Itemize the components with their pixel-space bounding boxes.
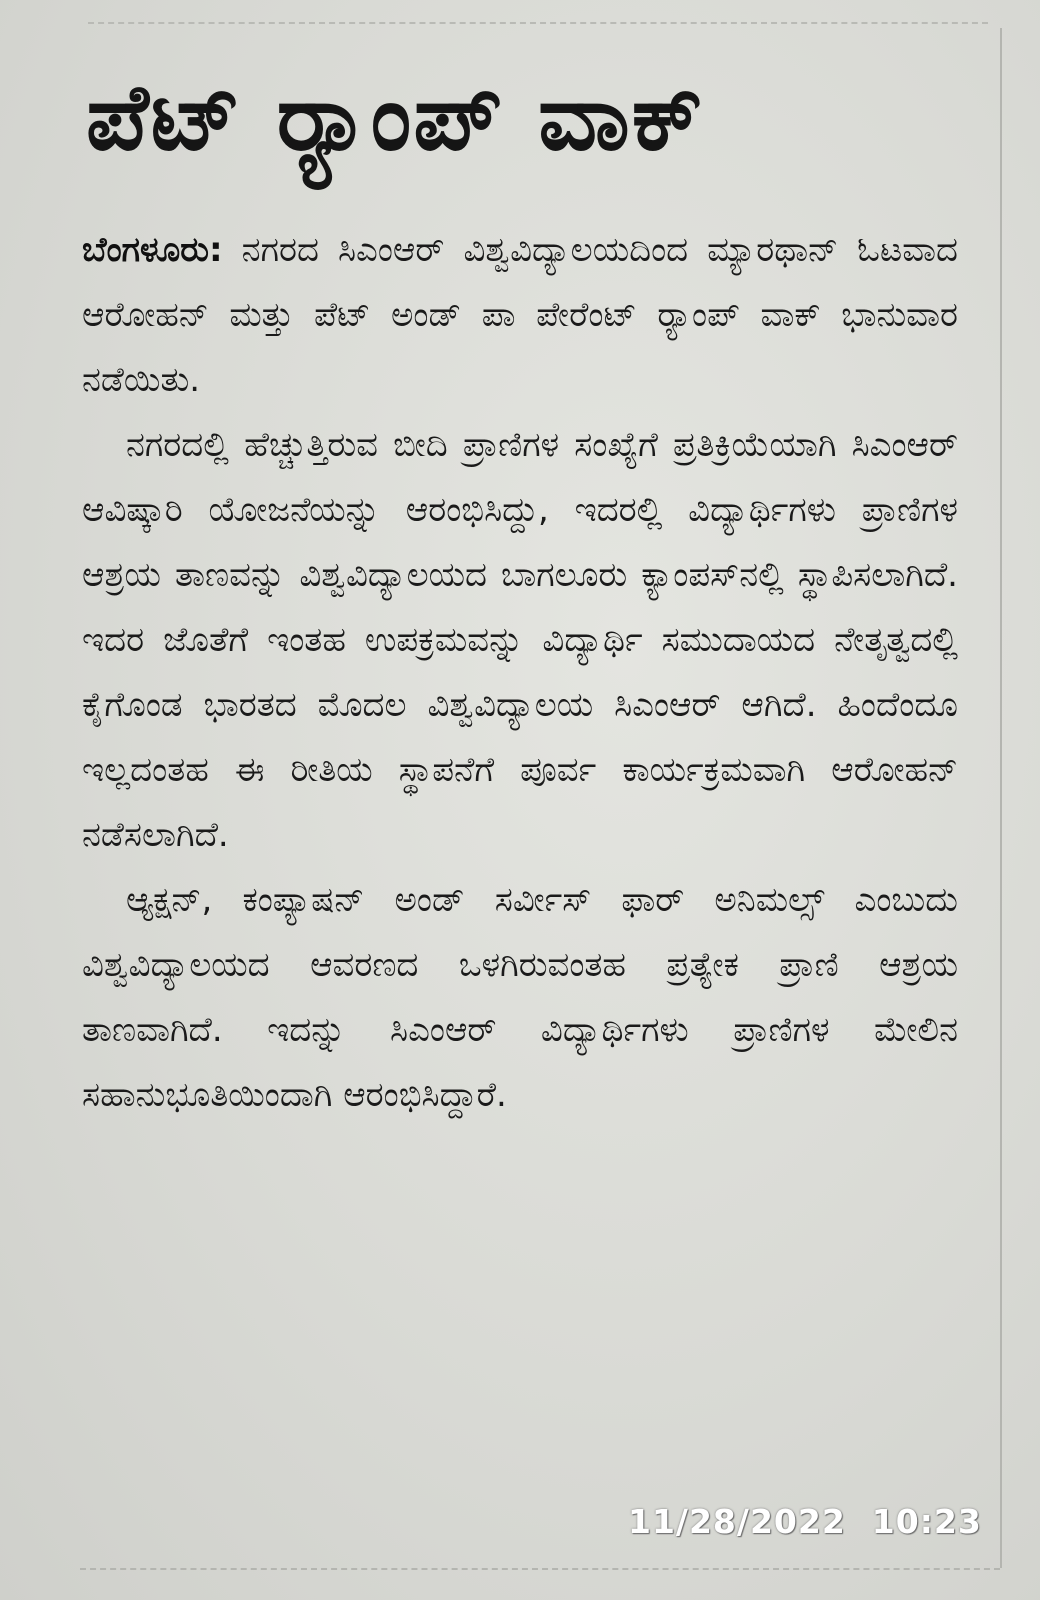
dateline: ಬೆಂಗಳೂರು:	[82, 230, 223, 270]
article-paragraph-1	[82, 218, 958, 413]
headline: ಪೆಟ್ ರ್‍ಯಾಂಪ್ ವಾಕ್	[86, 64, 705, 171]
timestamp-time: 10:23	[871, 1502, 982, 1541]
top-border-rule	[88, 22, 988, 24]
bottom-border-rule	[80, 1568, 1000, 1570]
article-paragraph-3: ಆ್ಯಕ್ಷನ್, ಕಂಪ್ಯಾಷನ್ ಅಂಡ್ ಸರ್ವೀಸ್ ಫಾರ್ ಅನಿಮಲ್ಸ್ ಎಂಬುದು ವಿಶ್ವವಿದ್ಯಾಲಯದ ಆವರಣದ ಒಳಗಿರುವಂತಹ ಪ್ರತ್ಯೇಕ ಪ್ರಾಣಿ ಆಶ್ರಯ ತಾಣವಾಗಿದೆ. ಇದನ್ನು ಸಿಎಂಆರ್ ವಿದ್ಯಾರ್ಥಿಗಳು ಪ್ರಾಣಿಗಳ ಮೇಲಿನ ಸಹಾನುಭೂತಿಯಿಂದಾಗಿ ಆರಂಭಿಸಿದ್ದಾರೆ.	[82, 880, 958, 1115]
paragraph-1-text: ನಗರದ ಸಿಎಂಆರ್ ವಿಶ್ವವಿದ್ಯಾಲಯದಿಂದ ಮ್ಯಾರಥಾನ್ ಓಟವಾದ ಆರೋಹನ್ ಮತ್ತು ಪೆಟ್ ಅಂಡ್ ಪಾ ಪೇರೆಂಟ್ ರ್‍ಯಾಂಪ್ ವಾಕ್ ಭಾನುವಾರ ನಡೆಯಿತು.	[82, 230, 959, 400]
timestamp-date: 11/28/2022	[628, 1502, 846, 1541]
photo-timestamp	[628, 1502, 982, 1541]
article-body	[82, 218, 958, 1128]
right-column-rule	[1000, 28, 1002, 1568]
article-paragraph-2: ನಗರದಲ್ಲಿ ಹೆಚ್ಚುತ್ತಿರುವ ಬೀದಿ ಪ್ರಾಣಿಗಳ ಸಂಖ್ಯೆಗೆ ಪ್ರತಿಕ್ರಿಯೆಯಾಗಿ ಸಿಎಂಆರ್ ಆವಿಷ್ಕಾರಿ ಯೋಜನೆಯನ್ನು ಆರಂಭಿಸಿದ್ದು, ಇದರಲ್ಲಿ ವಿದ್ಯಾರ್ಥಿಗಳು ಪ್ರಾಣಿಗಳ ಆಶ್ರಯ ತಾಣವನ್ನು ವಿಶ್ವವಿದ್ಯಾಲಯದ ಬಾಗಲೂರು ಕ್ಯಾಂಪಸ್‌ನಲ್ಲಿ ಸ್ಥಾಪಿಸಲಾಗಿದೆ. ಇದರ ಜೊತೆಗೆ ಇಂತಹ ಉಪಕ್ರಮವನ್ನು ವಿದ್ಯಾರ್ಥಿ ಸಮುದಾಯದ ನೇತೃತ್ವದಲ್ಲಿ ಕೈಗೊಂಡ ಭಾರತದ ಮೊದಲ ವಿಶ್ವವಿದ್ಯಾಲಯ ಸಿಎಂಆರ್ ಆಗಿದೆ. ಹಿಂದೆಂದೂ ಇಲ್ಲದಂತಹ ಈ ರೀತಿಯ ಸ್ಥಾಪನೆಗೆ ಪೂರ್ವ ಕಾರ್ಯಕ್ರಮವಾಗಿ ಆರೋಹನ್ ನಡೆಸಲಾಗಿದೆ.	[82, 425, 958, 855]
